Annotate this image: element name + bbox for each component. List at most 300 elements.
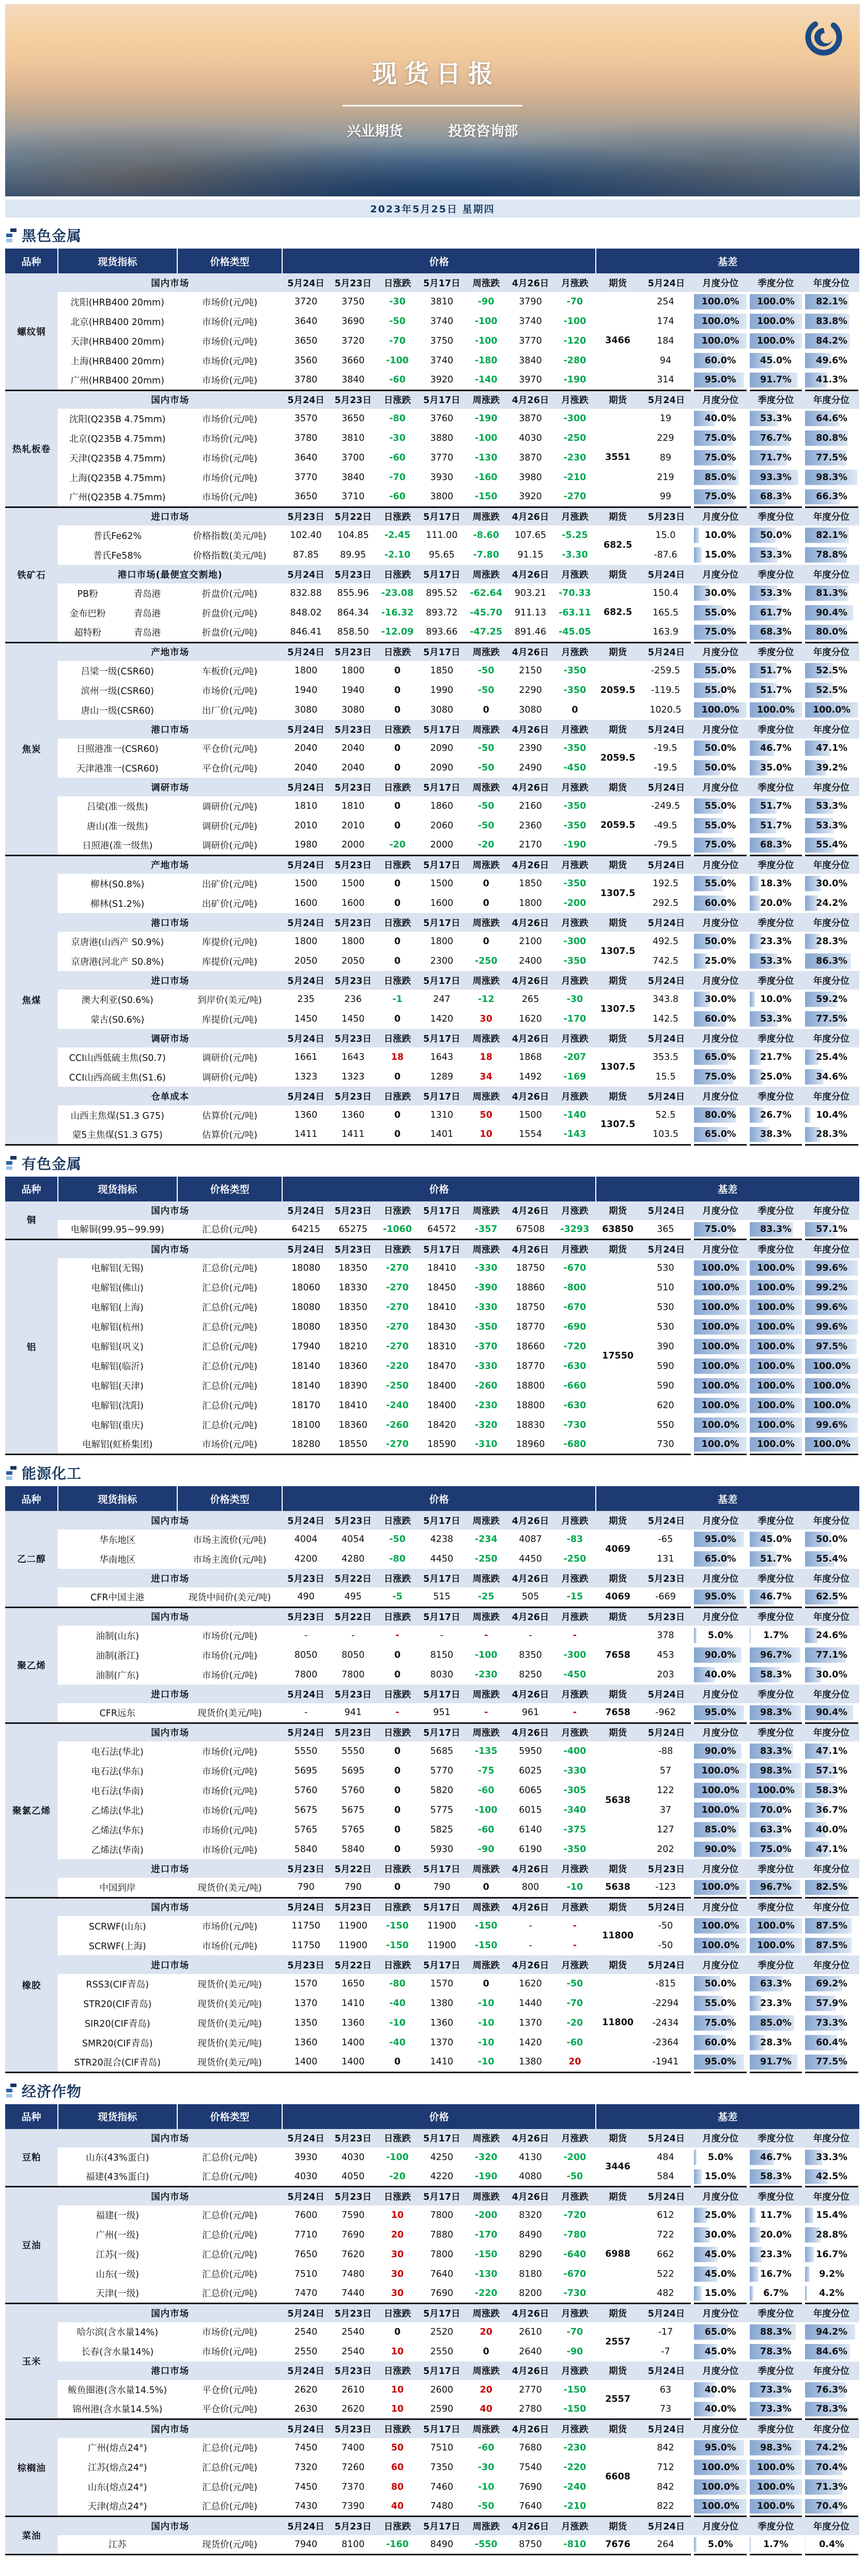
change-cell: -450	[563, 763, 586, 773]
change-cell: -400	[563, 1746, 586, 1756]
subcolumn-header: 周涨跌	[465, 720, 506, 738]
subcolumn-header: 5月24日	[640, 1240, 693, 1258]
table-row	[5, 951, 859, 971]
change-cell: -210	[563, 472, 586, 483]
subcolumn-header: 日涨跌	[377, 1685, 418, 1703]
subcolumn-header: 5月24日	[640, 1029, 693, 1047]
monthly-percentile-cell: 100.0%	[692, 1356, 748, 1376]
yearly-percentile-cell: 78.8%	[804, 545, 859, 565]
price-cell: 2610	[519, 2326, 542, 2337]
yearly-percentile-cell: 84.6%	[804, 2342, 859, 2362]
change-cell: 50	[391, 2442, 404, 2453]
price-cell: 67508	[516, 1224, 545, 1235]
subcolumn-header: 5月17日	[418, 1685, 465, 1703]
yearly-percentile-cell: 55.4%	[804, 836, 859, 855]
subcolumn-header: 季度分位	[748, 507, 804, 526]
basis-cell: 94	[659, 356, 672, 366]
market-subheader-row	[5, 507, 859, 526]
commodity-name: 豆粕	[5, 2129, 58, 2187]
price-cell: 111.00	[426, 530, 458, 541]
market-label: 产地市场	[58, 855, 283, 874]
subcolumn-header: 年度分位	[804, 642, 859, 661]
price-cell: 2090	[430, 743, 454, 753]
commodity-block	[5, 642, 859, 855]
commodity-block	[5, 2304, 859, 2419]
yearly-percentile-cell: 100.0%	[804, 1376, 859, 1396]
market-subheader-row	[5, 1607, 859, 1626]
price-cell: 64572	[427, 1224, 456, 1235]
table-row	[5, 2148, 859, 2167]
monthly-percentile-cell: 25.0%	[692, 951, 748, 971]
price-cell: 2290	[519, 685, 542, 696]
basis-cell: 37	[659, 1805, 672, 1815]
subcolumn-header: 月涨跌	[554, 778, 596, 796]
price-cell: 2390	[519, 743, 542, 753]
basis-cell: 202	[657, 1844, 674, 1855]
price-cell: 1570	[294, 1979, 318, 1989]
change-cell: -170	[563, 1014, 586, 1024]
price-cell: 1411	[294, 1129, 318, 1140]
basis-cell: 1020.5	[650, 705, 682, 715]
basis-cell: 103.5	[652, 1129, 679, 1140]
yearly-percentile-cell: 10.4%	[804, 1105, 859, 1125]
change-cell: -170	[474, 2229, 498, 2240]
price-cell: 1643	[341, 1052, 365, 1062]
subcolumn-header: 5月23日	[282, 1955, 329, 1974]
subcolumn-header: 周涨跌	[465, 971, 506, 990]
price-cell: 18360	[338, 1420, 368, 1430]
indicator-part: 超特粉	[74, 627, 101, 638]
subcolumn-header: 季度分位	[748, 1087, 804, 1105]
change-cell: -100	[474, 433, 498, 443]
price-cell: 18400	[427, 1400, 456, 1411]
price-cell: 515	[433, 1592, 451, 1602]
subcolumn-header: 5月23日	[282, 1607, 329, 1626]
table-row	[5, 2205, 859, 2225]
table-row	[5, 990, 859, 1009]
monthly-percentile-cell: 100.0%	[692, 1278, 748, 1298]
basis-cell: -2364	[652, 2038, 679, 2048]
price-cell: 1401	[430, 1129, 454, 1140]
subcolumn-header: 期货	[596, 1607, 640, 1626]
subcolumn-header: 月度分位	[692, 390, 748, 409]
change-cell: -234	[474, 1534, 498, 1545]
market-label: 国内市场	[58, 390, 283, 409]
price-type-cell: 市场价(元/吨)	[202, 1747, 258, 1757]
price-cell: 18080	[291, 1321, 320, 1332]
subcolumn-header: 5月24日	[640, 273, 693, 292]
change-cell: -60	[389, 375, 406, 385]
price-cell: 5760	[294, 1785, 318, 1796]
indicator-cell: 哈尔滨(含水量14%)	[76, 2327, 159, 2338]
basis-cell: 174	[657, 316, 674, 327]
monthly-percentile-cell: 100.0%	[692, 1936, 748, 1955]
yearly-percentile-cell: 60.4%	[804, 2033, 859, 2053]
table-row	[5, 1337, 859, 1356]
price-cell: 4280	[341, 1554, 365, 1564]
table-row	[5, 1396, 859, 1415]
market-label: 港口市场(最便宜交割地)	[58, 565, 283, 583]
price-type-cell: 汇总价(元/吨)	[202, 2172, 258, 2183]
subcolumn-header: 季度分位	[748, 971, 804, 990]
price-cell: 2010	[294, 821, 318, 831]
quarterly-percentile-cell: 53.3%	[748, 583, 804, 603]
price-cell: 2010	[341, 821, 365, 831]
change-cell: -45.05	[559, 627, 591, 638]
subcolumn-header: 月涨跌	[554, 507, 596, 526]
yearly-percentile-cell: 98.3%	[804, 468, 859, 487]
price-cell: 3760	[430, 413, 454, 424]
subcolumn-header: 期货	[596, 2517, 640, 2535]
price-cell: 1800	[519, 898, 542, 908]
yearly-percentile-cell: 69.2%	[804, 1974, 859, 1994]
subcolumn-header: 4月26日	[507, 1511, 554, 1530]
price-cell: 18140	[291, 1361, 320, 1371]
change-cell: -90	[566, 2346, 583, 2357]
subcolumn-header: 5月24日	[282, 1240, 329, 1258]
monthly-percentile-cell: 100.0%	[692, 1298, 748, 1317]
quarterly-percentile-cell: 11.7%	[748, 2205, 804, 2225]
price-cell: 1420	[430, 1014, 454, 1024]
change-cell: -350	[563, 685, 586, 696]
price-type-cell: 出厂价(元/吨)	[202, 705, 258, 716]
futures-price-cell: 7658	[605, 1707, 630, 1718]
subcolumn-header: 月度分位	[692, 273, 748, 292]
subcolumn-header: 5月24日	[282, 1201, 329, 1220]
subcolumn-header: 日涨跌	[377, 1723, 418, 1741]
price-type-cell: 市场价(元/吨)	[202, 1806, 258, 1816]
commodity-name: 焦炭	[5, 642, 58, 855]
subcolumn-header: 5月22日	[330, 507, 377, 526]
subcolumn-header: 周涨跌	[465, 1087, 506, 1105]
change-cell: -350	[563, 801, 586, 811]
price-cell: 2550	[430, 2346, 454, 2357]
price-cell: 1410	[341, 1998, 365, 2009]
table-header-row	[5, 1486, 859, 1511]
change-cell: -160	[474, 472, 498, 483]
change-cell: 10	[391, 2384, 404, 2395]
subcolumn-header: 日涨跌	[377, 913, 418, 932]
subcolumn-header: 5月23日	[330, 1201, 377, 1220]
subcolumn-header: 5月23日	[330, 1511, 377, 1530]
table-row	[5, 816, 859, 836]
price-type-cell: 市场价(元/吨)	[202, 1631, 258, 1642]
price-cell: 1940	[341, 685, 365, 696]
table-row	[5, 428, 859, 448]
basis-cell: 353.5	[652, 1052, 679, 1062]
price-cell: 104.85	[337, 530, 369, 541]
change-cell: -12	[477, 994, 495, 1005]
price-table	[5, 2104, 860, 2556]
table-row	[5, 681, 859, 700]
change-cell: -	[484, 1707, 488, 1718]
quarterly-percentile-cell: 100.0%	[748, 1337, 804, 1356]
price-type-cell: 平仓价(元/吨)	[202, 763, 258, 774]
yearly-percentile-cell: 47.1%	[804, 738, 859, 758]
subcolumn-header: 5月24日	[640, 642, 693, 661]
subcolumn-header: 月涨跌	[554, 1607, 596, 1626]
subcolumn-header: 月涨跌	[554, 565, 596, 583]
change-cell: -357	[474, 1224, 498, 1235]
subcolumn-header: 5月23日	[330, 855, 377, 874]
price-type-cell: 汇总价(元/吨)	[202, 1381, 258, 1392]
price-cell: 4450	[519, 1554, 542, 1564]
change-cell: -60	[477, 1825, 495, 1835]
change-cell: 0	[394, 1766, 401, 1776]
subcolumn-header: 月度分位	[692, 855, 748, 874]
monthly-percentile-cell: 40.0%	[692, 2380, 748, 2400]
commodity-block	[5, 1511, 859, 1607]
title-divider	[343, 105, 522, 106]
price-cell: 5675	[341, 1805, 365, 1815]
yearly-percentile-cell: 78.3%	[804, 2400, 859, 2419]
change-cell: -190	[563, 840, 586, 851]
change-cell: -270	[563, 491, 586, 502]
price-cell: 1380	[519, 2057, 542, 2068]
price-type-cell: 汇总价(元/吨)	[202, 2230, 258, 2241]
price-cell: 790	[433, 1882, 451, 1893]
subcolumn-header: 日涨跌	[377, 855, 418, 874]
change-cell: -62.64	[470, 588, 503, 598]
change-cell: -250	[474, 956, 498, 966]
commodity-name: 橡胶	[5, 1898, 58, 2072]
indicator-cell: 普氏Fe58%	[93, 550, 142, 561]
price-cell: 89.95	[340, 550, 366, 560]
quarterly-percentile-cell: 96.7%	[748, 1878, 804, 1898]
price-cell: 18470	[427, 1361, 456, 1371]
price-cell: 2000	[341, 840, 365, 851]
market-label: 国内市场	[58, 2419, 283, 2438]
section-title: 经济作物	[22, 2083, 82, 2100]
subcolumn-header: 日涨跌	[377, 390, 418, 409]
change-cell: -	[573, 1940, 577, 1951]
table-row	[5, 932, 859, 951]
indicator-cell: 唐山(准一级焦)	[86, 821, 148, 832]
subcolumn-header: 年度分位	[804, 1723, 859, 1741]
price-cell: 6190	[519, 1844, 542, 1855]
monthly-percentile-cell: 55.0%	[692, 661, 748, 681]
price-type-cell: 汇总价(元/吨)	[202, 1263, 258, 1274]
price-cell: 18080	[291, 1302, 320, 1313]
change-cell: -800	[563, 1282, 586, 1293]
subcolumn-header: 5月24日	[282, 1898, 329, 1916]
subcolumn-header: 季度分位	[748, 1511, 804, 1530]
change-cell: 0	[394, 821, 401, 831]
market-label: 港口市场	[58, 2362, 283, 2380]
subcolumn-header: 5月23日	[640, 507, 693, 526]
indicator-cell: STR20(CIF青岛)	[83, 1999, 152, 2010]
price-cell: 3840	[341, 375, 365, 385]
price-cell: 8350	[519, 1650, 542, 1660]
price-cell: 1323	[341, 1072, 365, 1082]
yearly-percentile-cell: 81.3%	[804, 583, 859, 603]
quarterly-percentile-cell: 100.0%	[748, 331, 804, 351]
change-cell: 40	[391, 2501, 404, 2511]
subcolumn-header: 季度分位	[748, 855, 804, 874]
price-cell: 1800	[294, 936, 318, 947]
market-label: 产地市场	[58, 642, 283, 661]
indicator-cell: 天津港准一(CSR60)	[76, 763, 159, 774]
subcolumn-header: 5月23日	[330, 390, 377, 409]
yearly-percentile-cell: 28.3%	[804, 932, 859, 951]
commodity-name: 螺纹钢	[5, 273, 58, 390]
table-row	[5, 2497, 859, 2517]
price-cell: 7800	[430, 2249, 454, 2260]
price-cell: 1554	[519, 1129, 542, 1140]
price-type-cell: 折盘价(元/吨)	[202, 589, 258, 599]
table-row	[5, 738, 859, 758]
change-cell: -270	[386, 1282, 409, 1293]
change-cell: -670	[563, 1262, 586, 1273]
change-cell: -350	[563, 743, 586, 753]
change-cell: -	[395, 1707, 399, 1718]
price-cell: 7440	[341, 2288, 365, 2299]
subcolumn-header: 4月26日	[507, 273, 554, 292]
indicator-cell: 北京(HRB400 20mm)	[70, 317, 164, 328]
subcolumn-header: 周涨跌	[465, 2517, 506, 2535]
change-cell: -	[573, 1921, 577, 1931]
price-cell: 1620	[519, 1014, 542, 1024]
change-cell: -90	[477, 297, 495, 307]
subcolumn-header: 4月26日	[507, 2129, 554, 2148]
price-cell: 3740	[519, 316, 542, 327]
basis-cell: 63	[659, 2384, 672, 2395]
price-cell: 5550	[294, 1746, 318, 1756]
basis-cell: 163.9	[652, 627, 679, 638]
monthly-percentile-cell: 50.0%	[692, 738, 748, 758]
yearly-percentile-cell: 77.5%	[804, 448, 859, 468]
price-type-cell: 现货价(美元/吨)	[197, 1979, 262, 1990]
subcolumn-header: 5月17日	[418, 2129, 465, 2148]
subcolumn-header: 5月24日	[282, 2187, 329, 2205]
price-cell: 4030	[341, 2152, 365, 2163]
price-cell: -	[304, 1707, 308, 1718]
basis-cell: 590	[657, 1361, 674, 1371]
subcolumn-header: 月度分位	[692, 2304, 748, 2322]
yearly-percentile-cell: 52.5%	[804, 681, 859, 700]
change-cell: -16.32	[381, 608, 414, 618]
market-subheader-row	[5, 1029, 859, 1047]
subcolumn-header: 5月24日	[282, 855, 329, 874]
quarterly-percentile-cell: 35.0%	[748, 758, 804, 778]
price-cell: 864.34	[337, 608, 369, 618]
subcolumn-header: 5月17日	[418, 1240, 465, 1258]
price-cell: 1370	[294, 1998, 318, 2009]
change-cell: -12.09	[381, 627, 414, 638]
subcolumn-header: 日涨跌	[377, 1569, 418, 1587]
market-label: 进口市场	[58, 1955, 283, 1974]
monthly-percentile-cell: 75.0%	[692, 1067, 748, 1087]
subcolumn-header: 日涨跌	[377, 1087, 418, 1105]
monthly-percentile-cell: 75.0%	[692, 836, 748, 855]
price-cell: 5695	[294, 1766, 318, 1776]
change-cell: -230	[563, 453, 586, 463]
price-cell: 1800	[341, 666, 365, 676]
price-cell: 1400	[341, 2038, 365, 2048]
subcolumn-header: 5月23日	[640, 1859, 693, 1878]
subcolumn-header: 5月22日	[330, 1607, 377, 1626]
subcolumn-header: 5月24日	[282, 971, 329, 990]
price-cell: 2050	[341, 956, 365, 966]
change-cell: -330	[474, 1361, 498, 1371]
price-cell: 7680	[519, 2442, 542, 2453]
commodity-name: 乙二醇	[5, 1511, 58, 1607]
quarterly-percentile-cell: 28.3%	[748, 2033, 804, 2053]
subcolumn-header: 5月24日	[640, 2187, 693, 2205]
subcolumn-header: 4月26日	[507, 720, 554, 738]
monthly-percentile-cell: 100.0%	[692, 1435, 748, 1455]
change-cell: -330	[563, 1766, 586, 1776]
price-cell: 2540	[341, 2326, 365, 2337]
yearly-percentile-cell: 55.4%	[804, 1549, 859, 1569]
quarterly-percentile-cell: 45.0%	[748, 1530, 804, 1549]
section-marker-icon	[6, 228, 17, 242]
price-cell: 1500	[519, 1110, 542, 1120]
price-cell: 8490	[519, 2229, 542, 2240]
basis-cell: 122	[657, 1785, 674, 1796]
change-cell: 0	[483, 1979, 489, 1989]
price-cell: 7690	[519, 2481, 542, 2492]
subcolumn-header: 5月24日	[282, 778, 329, 796]
price-cell: 1800	[294, 666, 318, 676]
section-marker-icon	[6, 2084, 17, 2097]
subcolumn-header: 4月26日	[507, 913, 554, 932]
change-cell: 30	[391, 2269, 404, 2279]
basis-cell: 522	[657, 2269, 674, 2279]
yearly-percentile-cell: 77.5%	[804, 1009, 859, 1029]
change-cell: -207	[563, 1052, 586, 1062]
subcolumn-header: 月涨跌	[554, 642, 596, 661]
price-cell: 2300	[430, 956, 454, 966]
subcolumn-header: 月度分位	[692, 1569, 748, 1587]
change-cell: 0	[571, 705, 578, 715]
table-row	[5, 1530, 859, 1549]
quarterly-percentile-cell: 100.0%	[748, 1298, 804, 1317]
subcolumn-header: 期货	[596, 778, 640, 796]
subcolumn-header: 年度分位	[804, 1029, 859, 1047]
monthly-percentile-cell: 55.0%	[692, 874, 748, 893]
subcolumn-header: 月度分位	[692, 507, 748, 526]
subcolumn-header: 4月26日	[507, 1607, 554, 1626]
price-cell: 2590	[430, 2403, 454, 2414]
price-cell: 18350	[338, 1302, 368, 1313]
basis-cell: -249.5	[651, 801, 681, 811]
yearly-percentile-cell: 49.6%	[804, 351, 859, 371]
yearly-percentile-cell: 57.1%	[804, 1761, 859, 1781]
basis-cell: 52.5	[655, 1110, 676, 1120]
price-cell: 18410	[427, 1262, 456, 1273]
price-cell: 1360	[430, 2018, 454, 2028]
basis-cell: 192.5	[652, 878, 679, 889]
basis-cell: -79.5	[654, 840, 677, 851]
market-subheader-row	[5, 2187, 859, 2205]
change-cell: -23.08	[381, 588, 414, 598]
yearly-percentile-cell: 82.5%	[804, 1878, 859, 1898]
table-row	[5, 874, 859, 893]
subcolumn-header: 5月17日	[418, 1723, 465, 1741]
yearly-percentile-cell: 50.0%	[804, 1530, 859, 1549]
subcolumn-header: 期货	[596, 507, 640, 526]
indicator-cell: 油制(浙江)	[96, 1651, 140, 1661]
price-cell: 6065	[519, 1785, 542, 1796]
change-cell: -20	[477, 840, 495, 851]
price-cell: 5765	[294, 1825, 318, 1835]
subcolumn-header: 4月26日	[507, 1723, 554, 1741]
yearly-percentile-cell: 9.2%	[804, 2264, 859, 2284]
price-cell: 4030	[519, 433, 542, 443]
change-cell: 80	[391, 2481, 404, 2492]
report-date: 2023年5月25日 星期四	[5, 199, 860, 218]
